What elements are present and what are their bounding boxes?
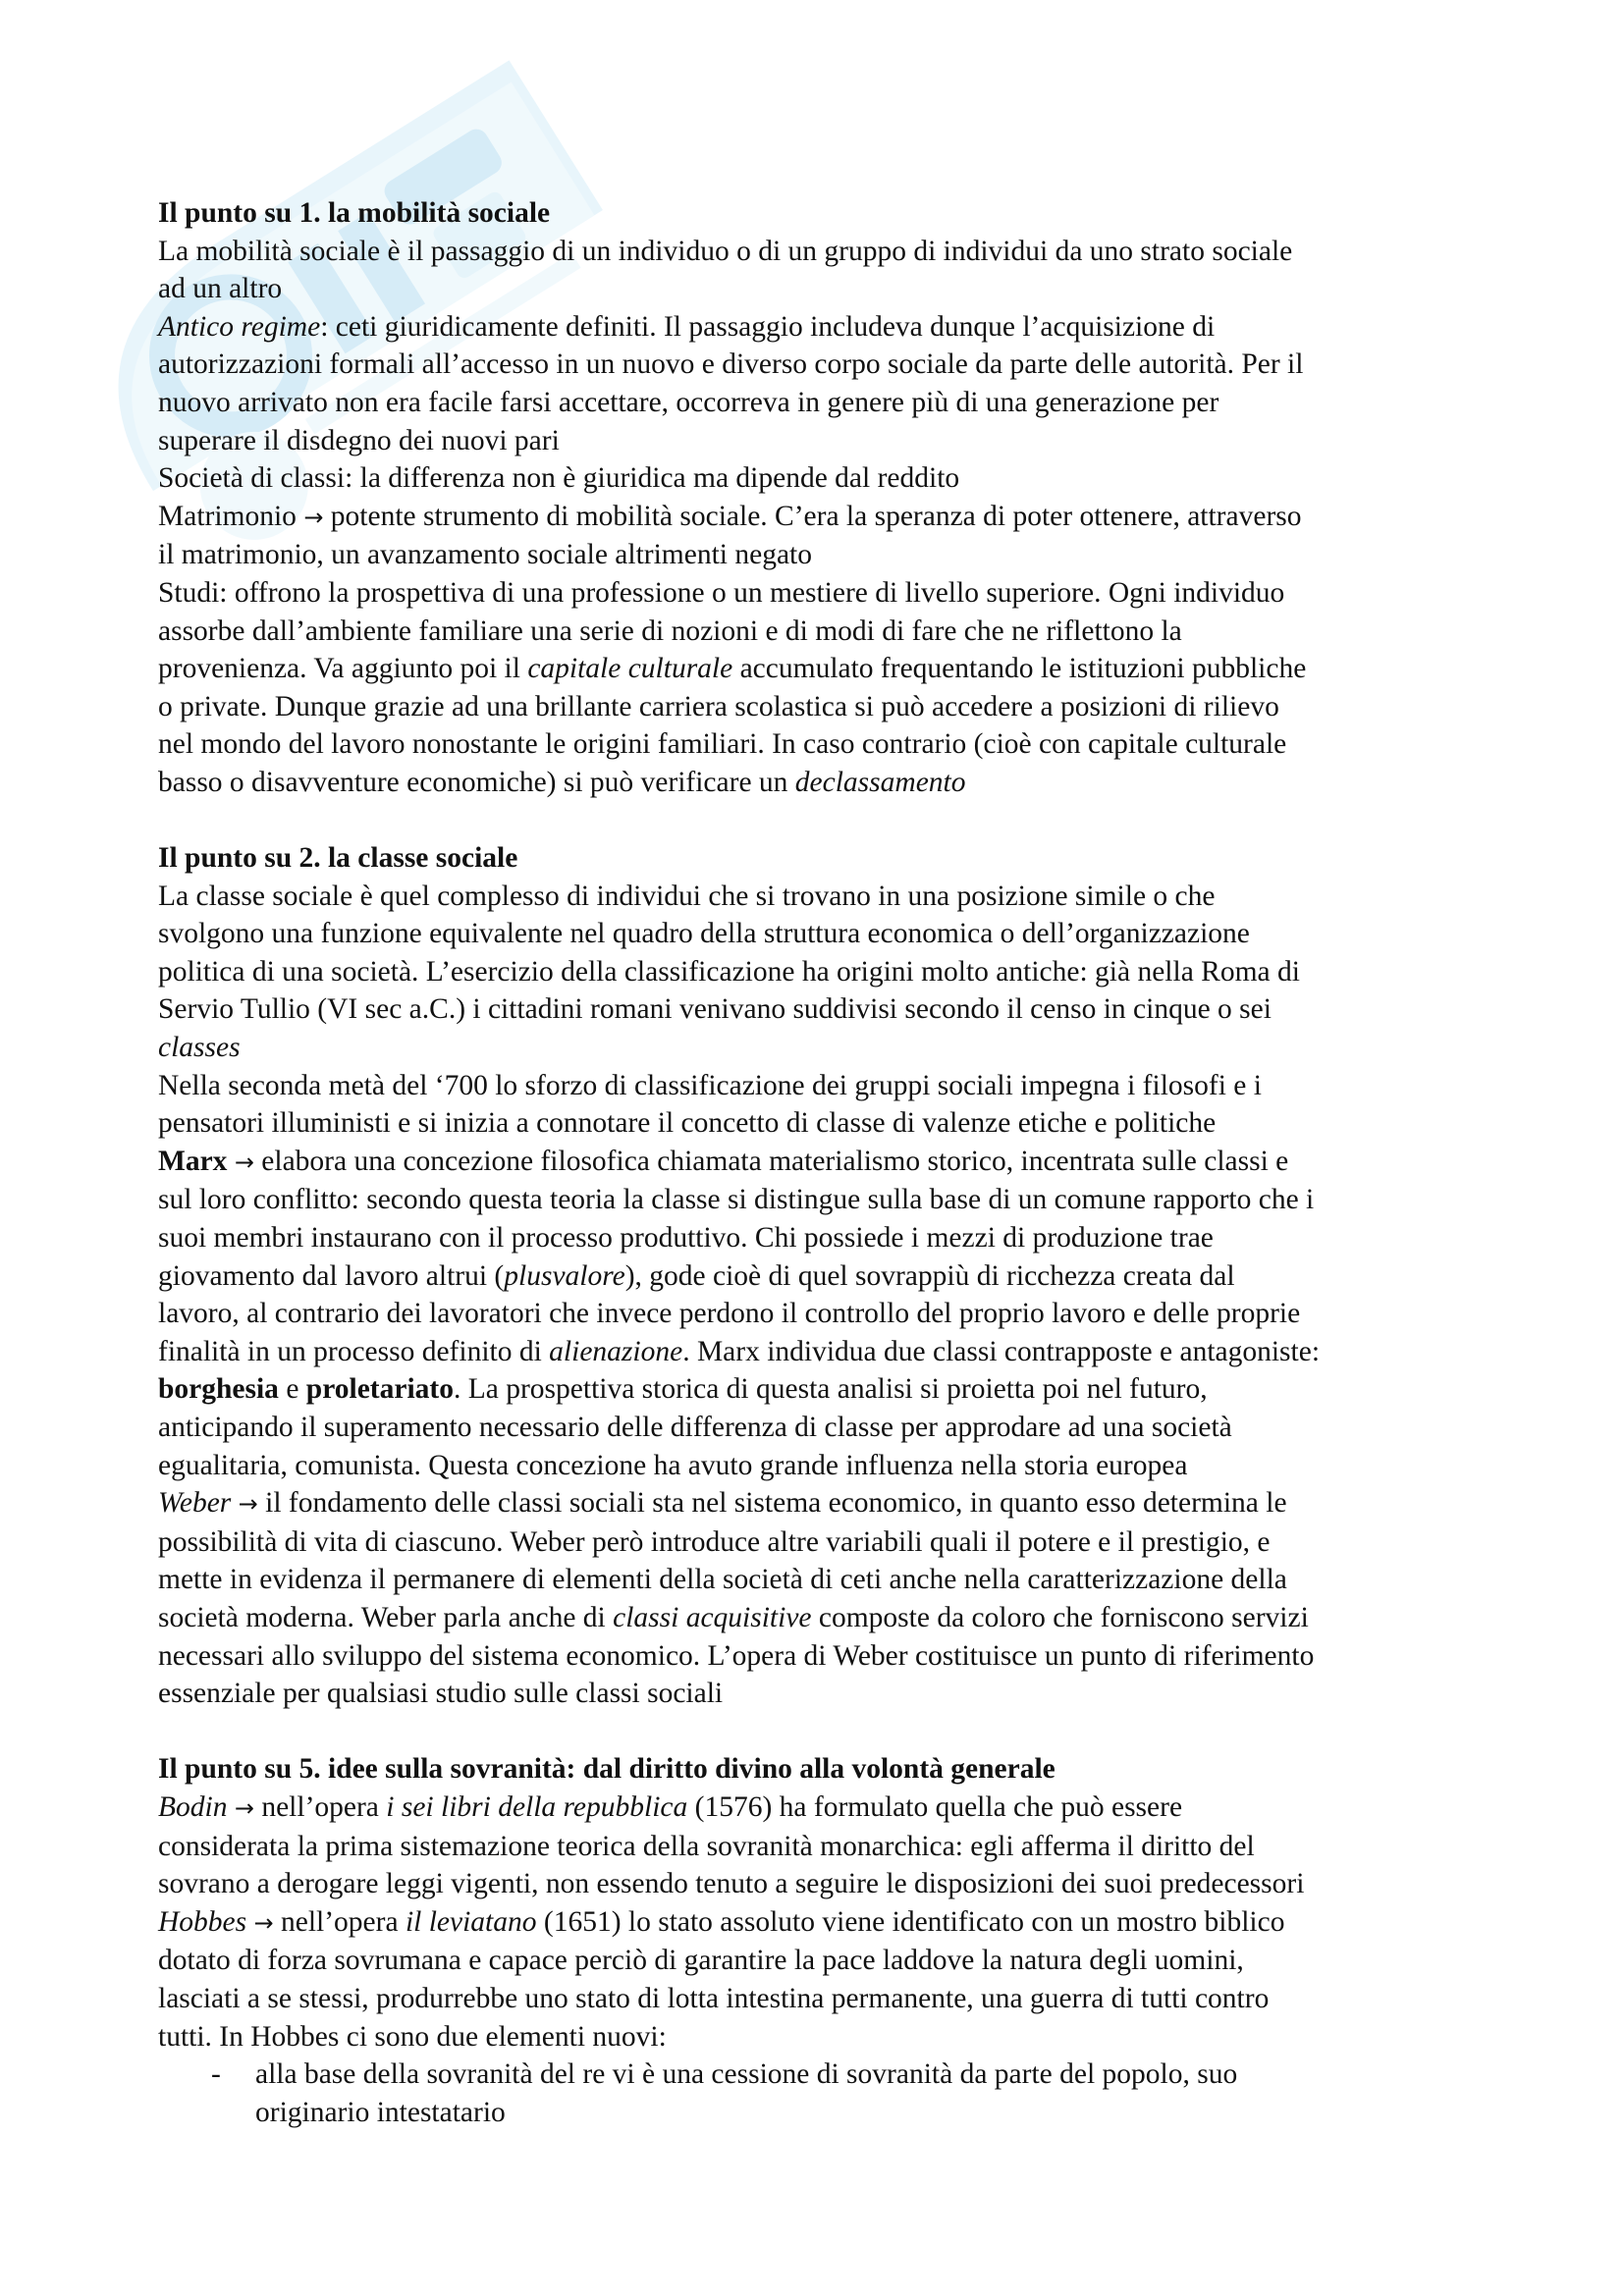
text-line	[158, 270, 1484, 308]
text-run: sovrano a derogare leggi vigenti, non essendo tenuto a seguire le disposizioni dei suoi predecessori	[158, 1868, 1305, 1900]
text-line	[158, 233, 1484, 271]
text-run: svolgono una funzione equivalente nel quadro della struttura economica o dell’organizzazione	[158, 918, 1250, 950]
list-item-line: originario intestatario	[255, 2096, 506, 2128]
italic-term: classes	[158, 1032, 241, 1064]
text-line	[158, 613, 1484, 651]
text-line	[158, 1637, 1484, 1676]
text-line	[158, 1789, 1484, 1828]
text-run: suoi membri instaurano con il processo produttivo. Chi possiede i mezzi di produzione trae	[158, 1222, 1214, 1255]
text-line	[158, 308, 1484, 347]
italic-term: i sei libri della repubblica	[386, 1790, 688, 1823]
italic-term: Bodin	[158, 1790, 228, 1823]
text-run	[231, 1487, 238, 1519]
text-line	[158, 1903, 1484, 1943]
text-run: : ceti giuridicamente definiti. Il passaggio includeva dunque l’acquisizione di	[320, 310, 1216, 343]
text-line	[158, 1675, 1484, 1713]
text-run: Società di classi: la differenza non è giuridica ma dipende dal reddito	[158, 462, 960, 495]
text-run: o private. Dunque grazie ad una brillante carriera scolastica si può accedere a posizioni di rilievo	[158, 690, 1279, 722]
bold-term: proletariato	[305, 1373, 454, 1406]
text-run: mette in evidenza il permanere di elementi della società di ceti anche nella caratterizzazione della	[158, 1564, 1287, 1596]
text-run: tutti. In Hobbes ci sono due elementi nuovi:	[158, 2020, 667, 2053]
text-line	[158, 1484, 1484, 1523]
text-line	[158, 1219, 1484, 1257]
text-line	[158, 990, 1484, 1029]
text-line	[158, 1980, 1484, 2018]
text-line	[158, 915, 1484, 953]
text-line	[158, 498, 1484, 537]
italic-term: classi acquisitive	[613, 1601, 812, 1633]
text-run: basso o disavventure economiche) si può verificare un	[158, 766, 795, 798]
text-run: La classe sociale è quel complesso di individui che si trovano in una posizione simile o che	[158, 880, 1216, 912]
text-run: autorizzazioni formali all’accesso in un nuovo e diverso corpo sociale da parte delle autorità. Per il	[158, 348, 1304, 381]
arrow-right-icon: →	[234, 1148, 254, 1176]
text-line	[158, 1865, 1484, 1903]
text-line	[158, 650, 1484, 688]
text-run: nell’opera	[253, 1790, 387, 1823]
text-line	[158, 536, 1484, 574]
text-line	[158, 346, 1484, 384]
text-run: Nella seconda metà del ‘700 lo sforzo di classificazione dei gruppi sociali impegna i filosofi e i	[158, 1069, 1262, 1101]
text-line	[158, 1104, 1484, 1143]
text-run: sul loro conflitto: secondo questa teoria la classe si distingue sulla base di un comune rapporto che i	[158, 1184, 1315, 1216]
text-run: il fondamento delle classi sociali sta nel sistema economico, in quanto esso determina le	[257, 1487, 1287, 1520]
text-line	[158, 1370, 1484, 1409]
text-line	[158, 1599, 1484, 1637]
arrow-right-icon: →	[234, 1793, 254, 1822]
list-bullet: -	[211, 2058, 221, 2091]
text-line	[158, 422, 1484, 460]
text-run	[227, 1791, 234, 1823]
text-run: e	[278, 1373, 306, 1406]
text-run: politica di una società. L’esercizio della classificazione ha origini molto antiche: già nella Roma di	[158, 955, 1300, 988]
section-heading: Il punto su 2. la classe sociale	[158, 842, 518, 875]
text-run: nell’opera	[273, 1905, 406, 1938]
italic-term: declassamento	[794, 766, 966, 798]
text-line	[158, 1029, 1484, 1067]
text-run: possibilità di vita di ciascuno. Weber però introduce altre variabili quali il potere e il prestigio, e	[158, 1525, 1271, 1558]
text-run	[246, 1906, 253, 1938]
text-run: provenienza. Va aggiunto poi il	[158, 653, 528, 685]
text-line	[158, 1561, 1484, 1599]
text-line	[158, 1143, 1484, 1182]
text-line	[158, 384, 1484, 422]
text-run: . Marx individua due classi contrapposte e antagoniste:	[682, 1335, 1321, 1367]
text-run: nuovo arrivato non era facile farsi accettare, occorreva in genere più di una generazione per	[158, 386, 1219, 418]
text-run: lasciati a se stessi, produrrebbe uno stato di lotta intestina permanente, una guerra di tutti contro	[158, 1982, 1270, 2014]
text-run: società moderna. Weber parla anche di	[158, 1601, 614, 1633]
text-run: accumulato frequentando le istituzioni pubbliche	[732, 653, 1307, 685]
text-run: il matrimonio, un avanzamento sociale altrimenti negato	[158, 539, 812, 571]
text-run: essenziale per qualsiasi studio sulle classi sociali	[158, 1678, 724, 1710]
section	[158, 839, 1484, 1713]
text-run: Servio Tullio (VI sec a.C.) i cittadini romani venivano suddivisi secondo il censo in cinque o sei	[158, 993, 1272, 1026]
italic-term: plusvalore	[504, 1259, 625, 1292]
text-run: considerata la prima sistemazione teorica della sovranità monarchica: egli afferma il diritto del	[158, 1830, 1255, 1862]
text-line	[158, 764, 1484, 802]
text-run: nel mondo del lavoro nonostante le origini familiari. In caso contrario (cioè con capitale culturale	[158, 728, 1287, 761]
text-line	[158, 1181, 1484, 1219]
bold-term: Marx	[158, 1145, 228, 1177]
section	[158, 1750, 1484, 2131]
text-run: dotato di forza sovrumana e capace perciò di garantire la pace laddove la natura degli uomini,	[158, 1945, 1244, 1977]
text-run: Studi: offrono la prospettiva di una professione o un mestiere di livello superiore. Ogni individuo	[158, 576, 1285, 609]
text-run: pensatori illuministi e si inizia a connotare il concetto di classe di valenze etiche e politiche	[158, 1107, 1217, 1140]
text-run: (1651) lo stato assoluto viene identificato con un mostro biblico	[536, 1905, 1285, 1938]
text-run: finalità in un processo definito di	[158, 1335, 550, 1367]
bold-term: borghesia	[158, 1373, 279, 1406]
text-run: composte da coloro che forniscono servizi	[811, 1601, 1309, 1633]
italic-term: il leviatano	[405, 1905, 537, 1938]
text-line	[158, 688, 1484, 726]
text-line	[158, 574, 1484, 613]
text-run	[227, 1146, 234, 1177]
list-item-line: alla base della sovranità del re vi è una cessione di sovranità da parte del popolo, suo	[255, 2058, 1238, 2091]
text-run: . La prospettiva storica di questa analisi si proietta poi nel futuro,	[453, 1373, 1208, 1406]
text-run: anticipando il superamento necessario delle differenza di classe per approdare ad una società	[158, 1412, 1232, 1443]
italic-term: Antico regime	[158, 310, 321, 343]
text-line	[158, 1828, 1484, 1866]
text-line	[158, 2018, 1484, 2056]
text-run: ), gode cioè di quel sovrappiù di ricchezza creata dal	[624, 1259, 1235, 1292]
text-run: superare il disdegno dei nuovi pari	[158, 424, 560, 456]
list-item	[158, 2056, 1484, 2131]
text-line	[158, 725, 1484, 764]
text-run: potente strumento di mobilità sociale. C’era la speranza di poter ottenere, attraverso	[323, 500, 1302, 532]
text-run: (1576) ha formulato quella che può essere	[687, 1790, 1183, 1823]
text-run: necessari allo sviluppo del sistema economico. L’opera di Weber costituisce un punto di riferimento	[158, 1639, 1315, 1672]
arrow-right-icon: →	[238, 1490, 258, 1519]
arrow-right-icon: →	[303, 503, 324, 531]
section-heading: Il punto su 1. la mobilità sociale	[158, 197, 551, 229]
text-line	[158, 1257, 1484, 1296]
italic-term: capitale culturale	[527, 653, 733, 685]
text-run: elabora una concezione filosofica chiamata materialismo storico, incentrata sulle classi e	[253, 1145, 1289, 1177]
italic-term: Weber	[158, 1487, 232, 1520]
italic-term: Hobbes	[158, 1905, 247, 1938]
text-line	[158, 459, 1484, 498]
text-run: Matrimonio	[158, 500, 304, 532]
text-line	[158, 1067, 1484, 1105]
text-run: egualitaria, comunista. Questa concezione ha avuto grande influenza nella storia europea	[158, 1449, 1188, 1481]
text-line	[158, 953, 1484, 991]
text-line	[158, 1295, 1484, 1333]
text-line	[158, 878, 1484, 916]
section-heading: Il punto su 5. idee sulla sovranità: dal diritto divino alla volontà generale	[158, 1753, 1056, 1786]
text-line	[158, 1333, 1484, 1371]
text-run: giovamento dal lavoro altrui (	[158, 1259, 505, 1292]
text-run: ad un altro	[158, 273, 283, 305]
text-run: lavoro, al contrario dei lavoratori che invece perdono il controllo del proprio lavoro e delle proprie	[158, 1298, 1301, 1330]
italic-term: alienazione	[549, 1335, 683, 1367]
text-line	[158, 1523, 1484, 1562]
arrow-right-icon: →	[253, 1908, 274, 1937]
text-line	[158, 1942, 1484, 1980]
section	[158, 194, 1484, 802]
text-line	[158, 1447, 1484, 1485]
document-body	[158, 194, 1484, 2169]
text-run: assorbe dall’ambiente familiare una serie di nozioni e di modi di fare che ne riflettono la	[158, 614, 1182, 647]
text-run: La mobilità sociale è il passaggio di un individuo o di un gruppo di individui da uno strato sociale	[158, 235, 1293, 267]
text-line	[158, 1409, 1484, 1447]
